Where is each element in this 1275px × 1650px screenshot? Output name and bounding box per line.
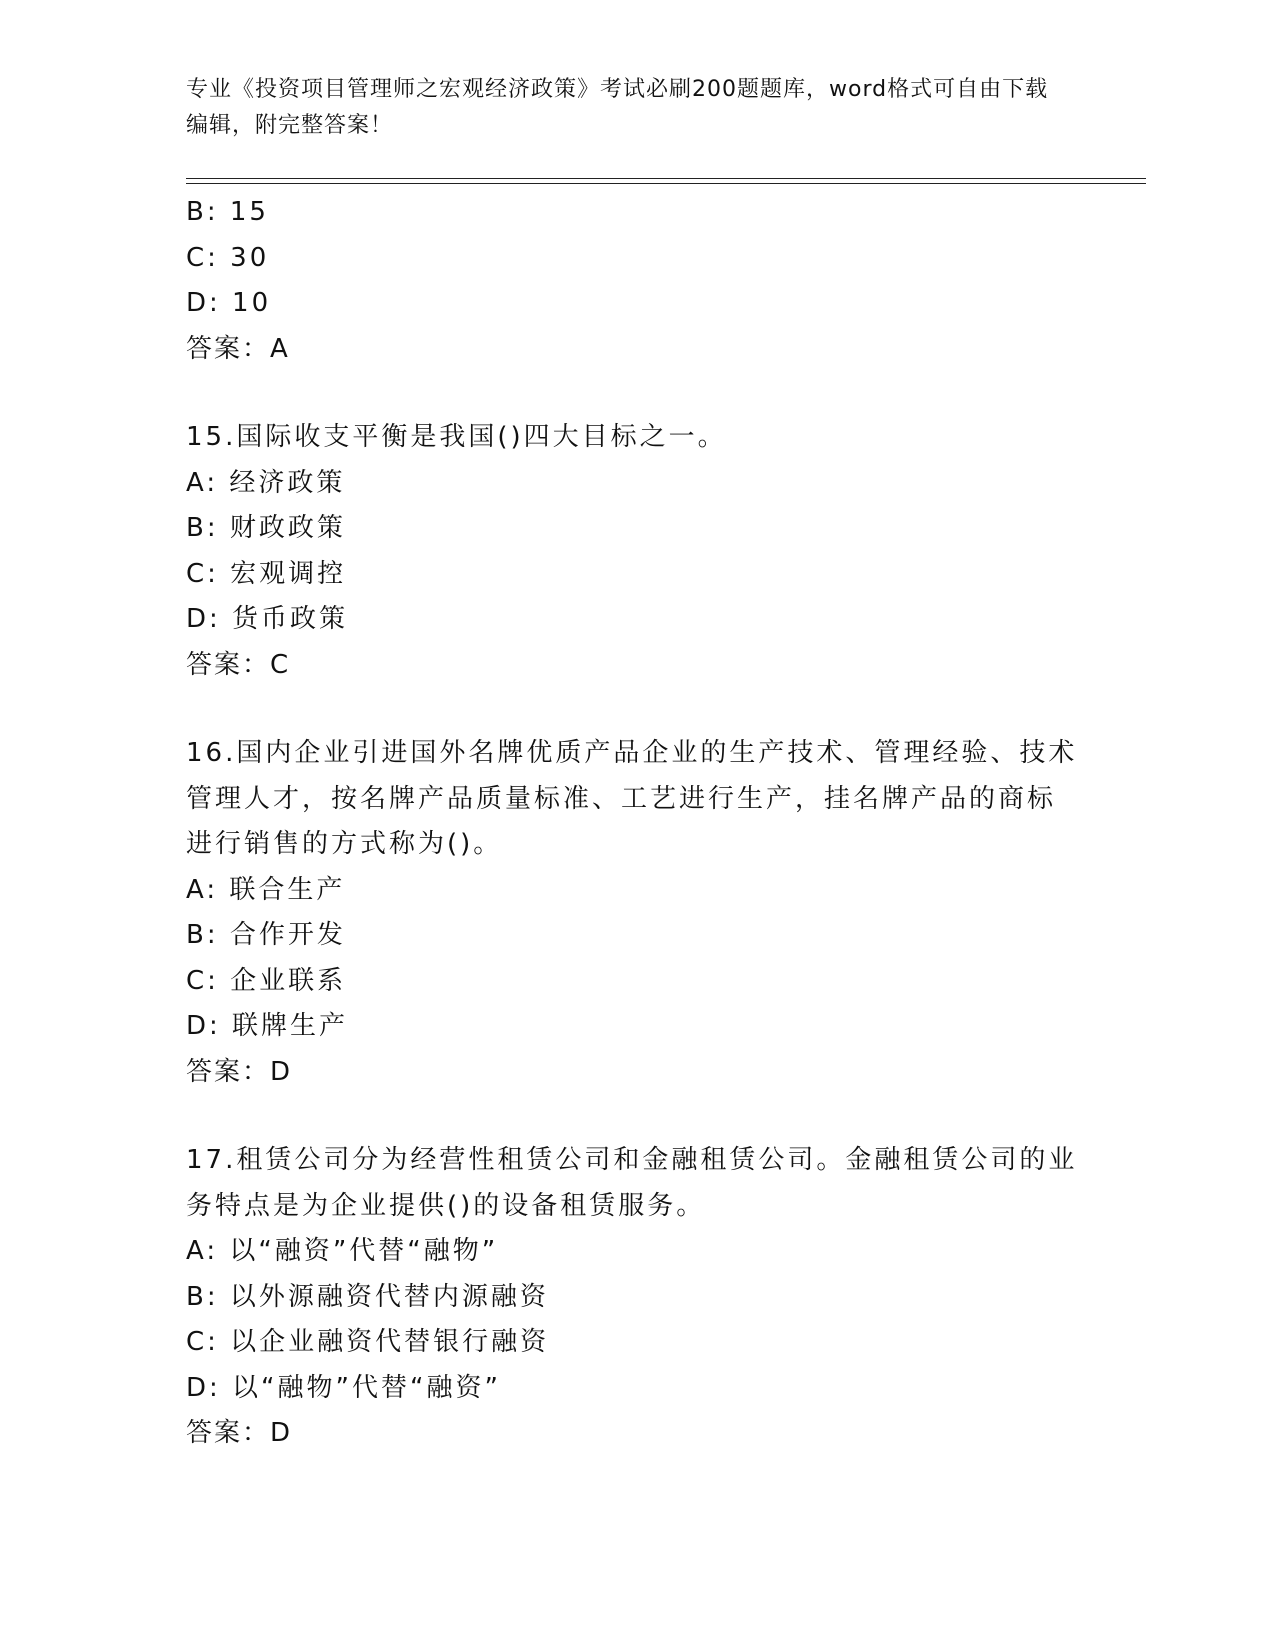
option-b: B: 财政政策	[186, 513, 346, 543]
option-b: B: 15	[186, 197, 269, 227]
option-d: D: 货币政策	[186, 604, 349, 634]
option-a: A: 经济政策	[186, 467, 346, 498]
question-15	[186, 415, 1086, 688]
prev-question-block	[186, 190, 1086, 372]
option-c: C: 以企业融资代替银行融资	[186, 1327, 550, 1357]
question-stem-line: 16.国内企业引进国外名牌优质产品企业的生产技术、管理经验、技术	[186, 738, 1078, 768]
answer-label: 答案：D	[186, 1056, 293, 1087]
option-c: C: 宏观调控	[186, 558, 347, 589]
answer-label: 答案：C	[186, 649, 291, 680]
option-c: C: 30	[186, 242, 270, 273]
question-stem-line: 17.租赁公司分为经营性租赁公司和金融租赁公司。金融租赁公司的业	[186, 1145, 1078, 1175]
option-c: C: 企业联系	[186, 965, 347, 996]
question-stem: 15.国际收支平衡是我国()四大目标之一。	[186, 422, 727, 452]
option-a: A: 联合生产	[186, 874, 346, 905]
question-16	[186, 731, 1086, 1095]
question-17	[186, 1138, 1086, 1457]
question-stem-line: 进行销售的方式称为()。	[186, 829, 503, 859]
header-rule-top	[186, 178, 1146, 179]
option-b: B: 以外源融资代替内源融资	[186, 1281, 549, 1312]
page-header-title: 专业《投资项目管理师之宏观经济政策》考试必刷200题题库，word格式可自由下载编辑，附完整答案！	[186, 77, 1049, 138]
header-rule-bottom	[186, 183, 1146, 184]
answer-label: 答案：A	[186, 333, 290, 364]
option-a: A: 以“融资”代替“融物”	[186, 1236, 499, 1266]
option-d: D: 联牌生产	[186, 1011, 349, 1041]
question-stem-line: 务特点是为企业提供()的设备租赁服务。	[186, 1190, 706, 1221]
question-stem-line: 管理人才，按名牌产品质量标准、工艺进行生产，挂名牌产品的商标	[186, 783, 1057, 814]
answer-label: 答案：D	[186, 1418, 293, 1448]
question-content	[186, 190, 1086, 1457]
option-d: D: 10	[186, 288, 272, 318]
option-b: B: 合作开发	[186, 920, 346, 950]
option-d: D: 以“融物”代替“融资”	[186, 1372, 501, 1403]
